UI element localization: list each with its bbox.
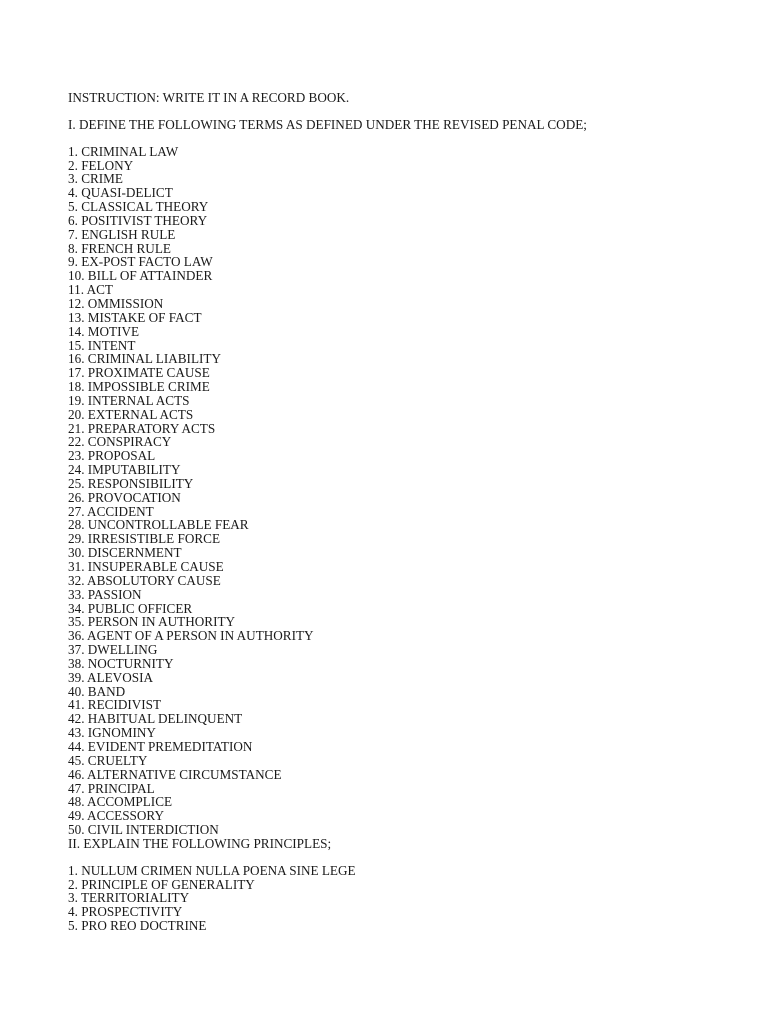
list-item: 45. CRUELTY	[68, 752, 148, 768]
list-item: 25. RESPONSIBILITY	[68, 475, 194, 491]
list-item: 7. ENGLISH RULE	[68, 226, 176, 242]
list-item: 5. CLASSICAL THEORY	[68, 199, 209, 215]
list-item: 46. ALTERNATIVE CIRCUMSTANCE	[68, 766, 282, 782]
list-item: 2. PRINCIPLE OF GENERALITY	[68, 876, 255, 892]
list-item: 8. FRENCH RULE	[68, 240, 171, 256]
list-item: 9. EX-POST FACTO LAW	[68, 254, 213, 270]
list-item: 6. POSITIVIST THEORY	[68, 212, 208, 228]
list-item: 37. DWELLING	[68, 642, 158, 658]
list-item: 18. IMPOSSIBLE CRIME	[68, 379, 210, 395]
list-item: 48. ACCOMPLICE	[68, 794, 173, 810]
list-item: 16. CRIMINAL LIABILITY	[68, 351, 221, 367]
list-item: 1. NULLUM CRIMEN NULLA POENA SINE LEGE	[68, 862, 356, 878]
section-two-heading: II. EXPLAIN THE FOLLOWING PRINCIPLES;	[68, 835, 332, 851]
list-item: 4. PROSPECTIVITY	[68, 904, 183, 920]
list-item: 17. PROXIMATE CAUSE	[68, 365, 210, 381]
list-item: 30. DISCERNMENT	[68, 545, 182, 561]
list-item: 34. PUBLIC OFFICER	[68, 600, 193, 616]
list-item: 43. IGNOMINY	[68, 725, 156, 741]
list-item: 24. IMPUTABILITY	[68, 462, 181, 478]
list-item: 42. HABITUAL DELINQUENT	[68, 711, 243, 727]
list-item: 1. CRIMINAL LAW	[68, 143, 179, 159]
list-item: 3. TERRITORIALITY	[68, 890, 190, 906]
list-item: 28. UNCONTROLLABLE FEAR	[68, 517, 249, 533]
list-item: 32. ABSOLUTORY CAUSE	[68, 572, 221, 588]
list-item: 3. CRIME	[68, 171, 123, 187]
list-item: 21. PREPARATORY ACTS	[68, 420, 216, 436]
list-item: 36. AGENT OF A PERSON IN AUTHORITY	[68, 628, 314, 644]
list-item: 40. BAND	[68, 683, 126, 699]
list-item: 13. MISTAKE OF FACT	[68, 309, 202, 325]
list-item: 33. PASSION	[68, 586, 142, 602]
list-item: 22. CONSPIRACY	[68, 434, 172, 450]
list-item: 44. EVIDENT PREMEDITATION	[68, 738, 253, 754]
list-item: 15. INTENT	[68, 337, 136, 353]
list-item: 41. RECIDIVIST	[68, 697, 162, 713]
list-item: 14. MOTIVE	[68, 323, 140, 339]
document-page	[68, 91, 728, 933]
list-item: 27. ACCIDENT	[68, 503, 154, 519]
list-item: 2. FELONY	[68, 157, 134, 173]
list-item: 19. INTERNAL ACTS	[68, 392, 190, 408]
list-item: 5. PRO REO DOCTRINE	[68, 918, 207, 934]
list-item: 10. BILL OF ATTAINDER	[68, 268, 213, 284]
list-item: 4. QUASI-DELICT	[68, 185, 173, 201]
list-item: 50. CIVIL INTERDICTION	[68, 822, 219, 838]
section-two-list	[68, 864, 728, 933]
list-item: 11. ACT	[68, 282, 113, 298]
list-item: 26. PROVOCATION	[68, 489, 181, 505]
section-one-heading: I. DEFINE THE FOLLOWING TERMS AS DEFINED UNDER THE REVISED PENAL CODE;	[68, 116, 587, 132]
list-item: 31. INSUPERABLE CAUSE	[68, 559, 224, 574]
list-item: 39. ALEVOSIA	[68, 669, 153, 685]
list-item: 49. ACCESSORY	[68, 808, 165, 824]
section-one-list	[68, 145, 728, 837]
list-item: 23. PROPOSAL	[68, 448, 156, 464]
list-item: 47. PRINCIPAL	[68, 780, 155, 796]
list-item: 38. NOCTURNITY	[68, 655, 174, 671]
list-item: 12. OMMISSION	[68, 295, 164, 311]
list-item: 35. PERSON IN AUTHORITY	[68, 614, 236, 630]
list-item: 20. EXTERNAL ACTS	[68, 406, 194, 422]
list-item: 29. IRRESISTIBLE FORCE	[68, 531, 221, 547]
instruction-text: INSTRUCTION: WRITE IT IN A RECORD BOOK.	[68, 90, 350, 105]
